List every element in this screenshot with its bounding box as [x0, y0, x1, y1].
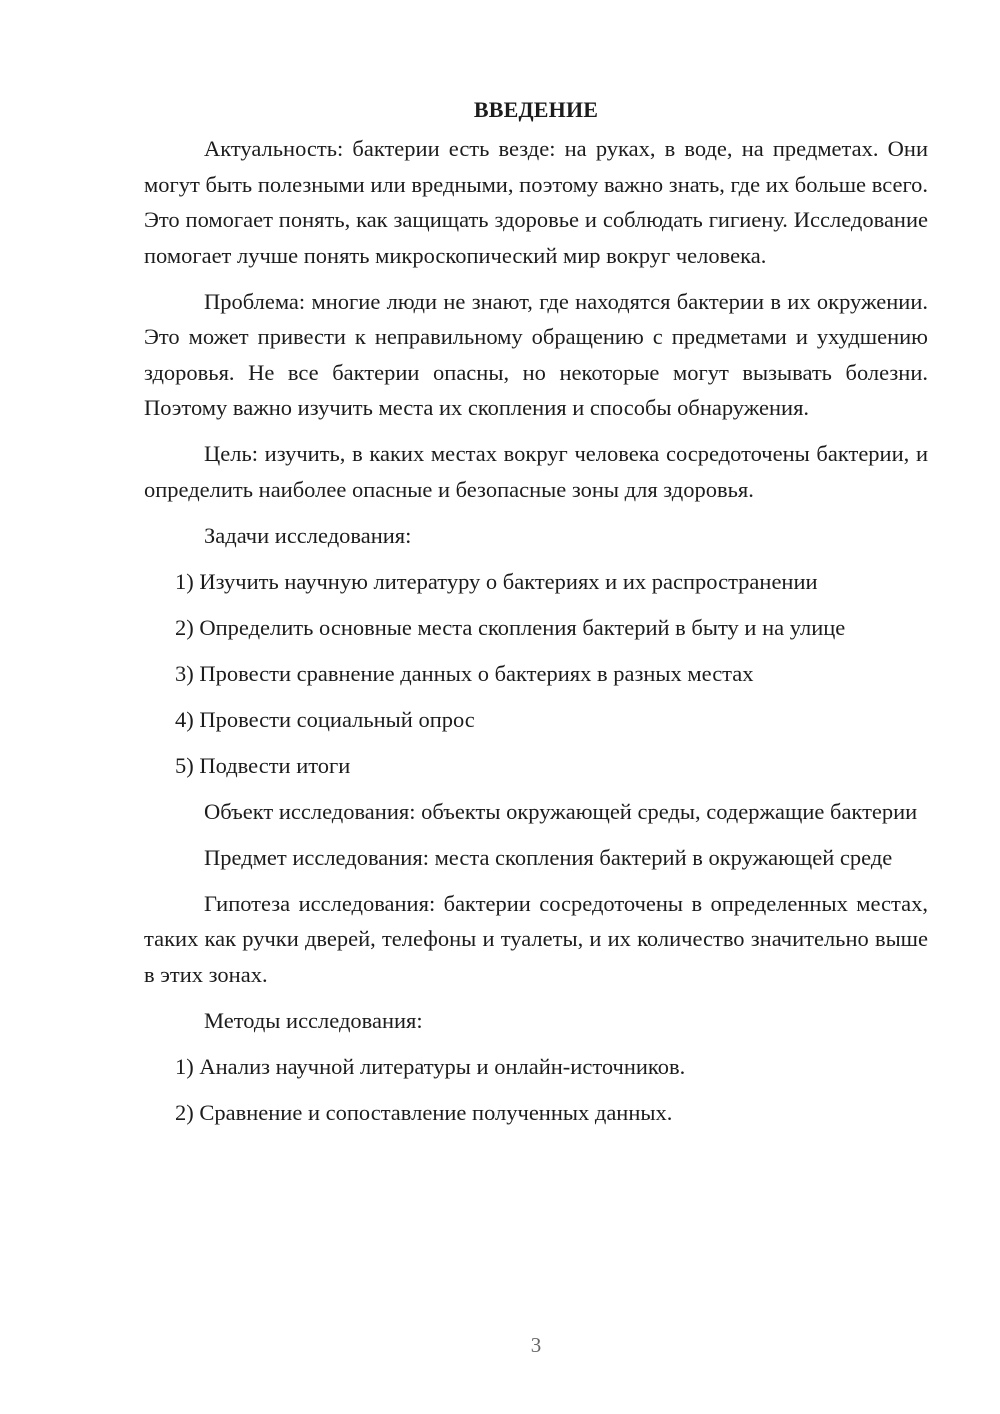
subject-paragraph: Предмет исследования: места скопления бактерий в окружающей среде	[204, 844, 893, 870]
methods-title: Методы исследования:	[204, 1007, 423, 1033]
method-item: 1) Анализ научной литературы и онлайн-источников.	[175, 1053, 686, 1079]
relevance-paragraph: Актуальность: бактерии есть везде: на руках, в воде, на предметах. Они могут быть полезными или вредными, поэтому важно знать, где их больше всего. Это помогает понять, как защищать здоровье и соблюдать гигиену. Исследование помогает лучше понять микроскопический мир вокруг человека.	[144, 136, 928, 268]
tasks-title: Задачи исследования:	[204, 522, 412, 548]
task-item: 5) Подвести итоги	[175, 752, 351, 778]
methods-list	[144, 1049, 928, 1131]
task-item: 4) Провести социальный опрос	[175, 706, 475, 732]
hypothesis-paragraph: Гипотеза исследования: бактерии сосредоточены в определенных местах, таких как ручки дверей, телефоны и туалеты, и их количество значительно выше в этих зонах.	[144, 890, 928, 987]
object-paragraph: Объект исследования: объекты окружающей среды, содержащие бактерии	[204, 798, 918, 824]
document-page	[144, 92, 928, 1141]
task-item: 3) Провести сравнение данных о бактериях в разных местах	[175, 660, 754, 686]
goal-paragraph: Цель: изучить, в каких местах вокруг человека сосредоточены бактерии, и определить наиболее опасные и безопасные зоны для здоровья.	[144, 441, 928, 502]
task-item: 2) Определить основные места скопления бактерий в быту и на улице	[175, 614, 846, 640]
tasks-list	[144, 564, 928, 784]
page-number: 3	[530, 1333, 542, 1357]
task-item: 1) Изучить научную литературу о бактериях и их распространении	[175, 568, 818, 594]
method-item: 2) Сравнение и сопоставление полученных данных.	[175, 1099, 673, 1125]
section-heading: ВВЕДЕНИЕ	[473, 97, 599, 122]
problem-paragraph: Проблема: многие люди не знают, где находятся бактерии в их окружении. Это может привести к неправильному обращению с предметами и ухудшению здоровья. Не все бактерии опасны, но некоторые могут вызывать болезни. Поэтому важно изучить места их скопления и способы обнаружения.	[144, 288, 928, 420]
